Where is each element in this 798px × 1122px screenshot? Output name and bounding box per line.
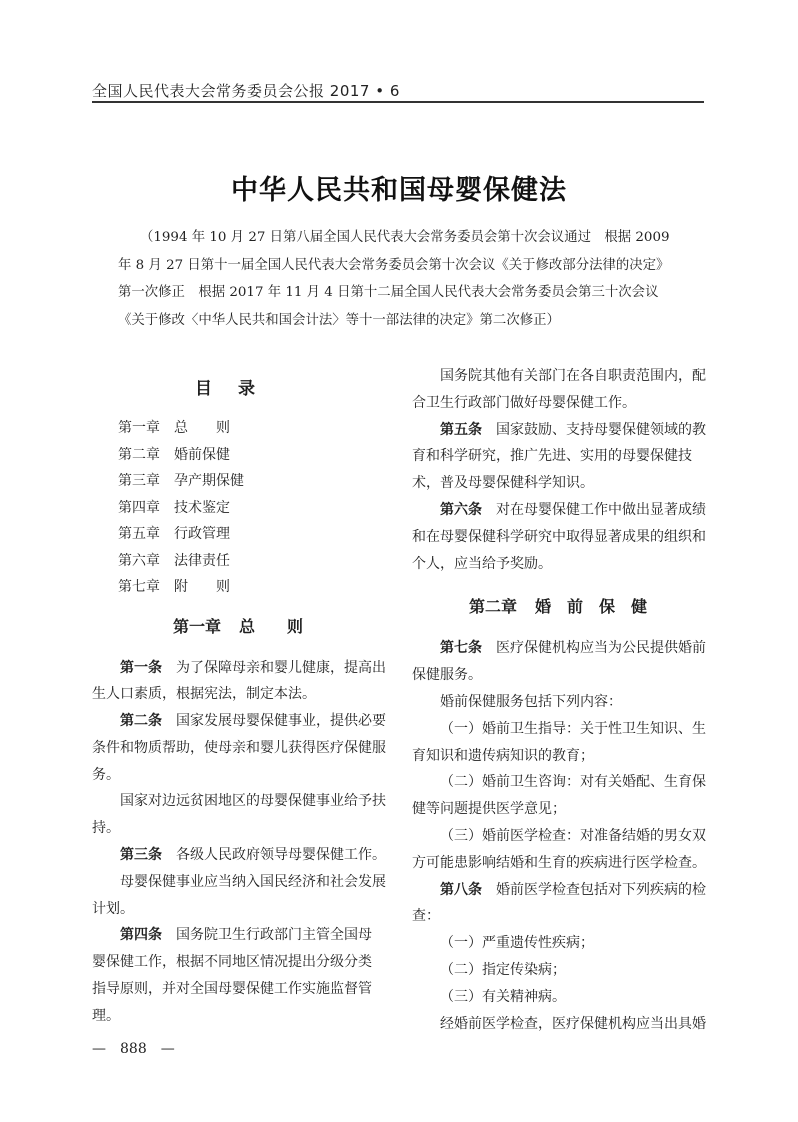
toc-item	[92, 574, 384, 601]
toc-chapter-number: 第五章	[118, 526, 160, 542]
text-line	[412, 443, 704, 470]
article-label: 第五条	[440, 421, 482, 438]
article-text: 查：	[412, 908, 440, 925]
text-line	[412, 551, 704, 578]
text-line	[412, 957, 704, 984]
article-text: 各级人民政府领导母婴保健工作。	[176, 847, 386, 864]
article-label: 第八条	[440, 881, 482, 898]
text-line	[412, 903, 704, 930]
chapter-heading	[412, 587, 704, 627]
text-line	[92, 762, 384, 789]
article-text: 为了保障母亲和婴儿健康，提高出	[176, 659, 386, 676]
article-text: 指导原则，并对全国母婴保健工作实施监督管	[92, 981, 372, 998]
note-line: （1994 年 10 月 27 日第八届全国人民代表大会常务委员会第十次会议通过 根据 2009	[140, 230, 670, 245]
article-text: 生人口素质，根据宪法，制定本法。	[92, 686, 316, 703]
toc-item	[92, 521, 384, 548]
toc-chapter-name: 婚前保健	[174, 446, 230, 463]
article-label: 第三条	[120, 847, 162, 864]
chapter-heading	[92, 607, 384, 647]
article-text: 个人，应当给予奖励。	[412, 555, 552, 572]
text-line	[92, 949, 384, 976]
text-line	[412, 877, 704, 904]
article-text: 对在母婴保健工作中做出显著成绩	[496, 501, 706, 518]
article-text: 婴保健工作，根据不同地区情况提出分级分类	[92, 954, 372, 971]
text-line	[412, 796, 704, 823]
article-text: 国家鼓励、支持母婴保健领域的教	[496, 421, 706, 438]
text-line	[92, 655, 384, 682]
article-list	[92, 655, 384, 1030]
text-line	[92, 922, 384, 949]
toc-item	[92, 495, 384, 522]
text-line	[412, 390, 704, 417]
article-text: 育和科学研究，推广先进、实用的母婴保健技	[412, 448, 692, 465]
text-line	[92, 842, 384, 869]
text-line	[92, 788, 384, 815]
article-text: 理。	[92, 1007, 120, 1024]
article-text: 国家对边远贫困地区的母婴保健事业给予扶	[120, 793, 386, 810]
article-text: 母婴保健事业应当纳入国民经济和社会发展	[120, 873, 386, 890]
toc-item	[92, 442, 384, 469]
text-line	[412, 689, 704, 716]
text-line	[412, 1011, 704, 1038]
text-line	[412, 823, 704, 850]
article-text: （二）婚前卫生咨询：对有关婚配、生育保	[440, 774, 706, 791]
text-line	[412, 524, 704, 551]
text-line	[412, 363, 704, 390]
toc-item	[92, 415, 384, 442]
article-text: 和在母婴保健科学研究中取得显著成果的组织和	[412, 528, 706, 545]
toc-chapter-name: 总 则	[174, 420, 230, 436]
article-text: 计划。	[92, 900, 134, 917]
chapter-number: 第一章	[172, 616, 221, 636]
article-text: （三）婚前医学检查：对准备结婚的男女双	[440, 827, 706, 844]
text-line	[92, 708, 384, 735]
article-label: 第二条	[120, 713, 162, 730]
note-line: 《关于修改〈中华人民共和国会计法〉等十一部法律的决定》第二次修正）	[118, 313, 560, 329]
note-line: 年 8 月 27 日第十一届全国人民代表大会常务委员会第十次会议《关于修改部分法律的决定》	[118, 257, 670, 273]
text-line	[412, 417, 704, 444]
article-list	[412, 635, 704, 1037]
article-text: 国务院卫生行政部门主管全国母	[176, 927, 372, 944]
toc-chapter-name: 孕产期保健	[174, 473, 244, 489]
bulletin-header: 全国人民代表大会常务委员会公报 2017 • 6	[92, 82, 400, 100]
chapter-name: 总 则	[239, 616, 304, 636]
table-of-contents	[92, 415, 384, 601]
text-line	[412, 984, 704, 1011]
page-number: — 888 —	[92, 1041, 175, 1057]
article-text: （三）有关精神病。	[440, 988, 566, 1005]
toc-chapter-number: 第六章	[118, 552, 160, 569]
text-line	[92, 735, 384, 762]
article-text: 条件和物质帮助，使母亲和婴儿获得医疗保健服	[92, 739, 386, 756]
toc-title: 目录	[195, 379, 281, 399]
article-text: 婚前医学检查包括对下列疾病的检	[496, 881, 706, 898]
article-text: （一）婚前卫生指导：关于性卫生知识、生	[440, 720, 706, 737]
toc-chapter-number: 第三章	[118, 473, 160, 489]
text-line	[412, 769, 704, 796]
toc-chapter-name: 法律责任	[174, 552, 230, 569]
article-text: 育知识和遗传病知识的教育；	[412, 747, 594, 764]
header-rule	[92, 101, 704, 103]
article-label: 第六条	[440, 501, 482, 518]
article-text: 国务院其他有关部门在各自职责范围内，配	[440, 368, 706, 384]
amendment-note	[118, 224, 690, 335]
toc-chapter-number: 第一章	[118, 420, 160, 436]
toc-chapter-number: 第四章	[118, 499, 160, 516]
toc-item	[92, 468, 384, 495]
text-line	[412, 743, 704, 770]
article-text: 医疗保健机构应当为公民提供婚前	[496, 640, 706, 657]
chapter-name: 婚 前 保 健	[535, 597, 648, 617]
toc-chapter-number: 第二章	[118, 446, 160, 463]
article-label: 第一条	[120, 659, 162, 676]
toc-chapter-number: 第七章	[118, 579, 160, 595]
toc-chapter-name: 附 则	[174, 579, 230, 595]
left-column	[92, 367, 384, 1030]
text-line	[412, 850, 704, 877]
text-line	[412, 497, 704, 524]
article-text: （一）严重遗传性疾病；	[440, 935, 594, 952]
chapter-number: 第二章	[468, 597, 517, 617]
toc-chapter-name: 技术鉴定	[174, 499, 230, 516]
article-text: 方可能患影响结婚和生育的疾病进行医学检查。	[412, 854, 706, 871]
article-text: 合卫生行政部门做好母婴保健工作。	[412, 394, 636, 411]
article-text: 国家发展母婴保健事业，提供必要	[176, 713, 386, 730]
text-line	[92, 681, 384, 708]
law-title: 中华人民共和国母婴保健法	[231, 175, 567, 206]
article-text: 婚前保健服务包括下列内容：	[440, 693, 622, 710]
article-text: 务。	[92, 766, 120, 783]
text-line	[92, 896, 384, 923]
toc-chapter-name: 行政管理	[174, 526, 230, 542]
article-text: 术，普及母婴保健科学知识。	[412, 475, 594, 492]
article-label: 第七条	[440, 640, 482, 657]
text-line	[412, 930, 704, 957]
article-text: 健等问题提供医学意见；	[412, 801, 566, 818]
text-line	[92, 976, 384, 1003]
text-line	[92, 869, 384, 896]
text-line	[92, 1003, 384, 1030]
text-line	[412, 470, 704, 497]
article-text: 保健服务。	[412, 667, 482, 684]
text-line	[92, 815, 384, 842]
text-line	[412, 716, 704, 743]
article-text: （二）指定传染病；	[440, 961, 566, 978]
article-text: 持。	[92, 820, 120, 837]
note-line: 第一次修正 根据 2017 年 11 月 4 日第十二届全国人民代表大会常务委员会第三十次会议	[118, 285, 659, 301]
text-line	[412, 635, 704, 662]
text-line	[412, 662, 704, 689]
article-list	[412, 363, 704, 577]
article-label: 第四条	[120, 927, 162, 944]
right-column	[412, 363, 704, 1037]
toc-item	[92, 548, 384, 575]
article-text: 经婚前医学检查，医疗保健机构应当出具婚	[440, 1015, 706, 1032]
